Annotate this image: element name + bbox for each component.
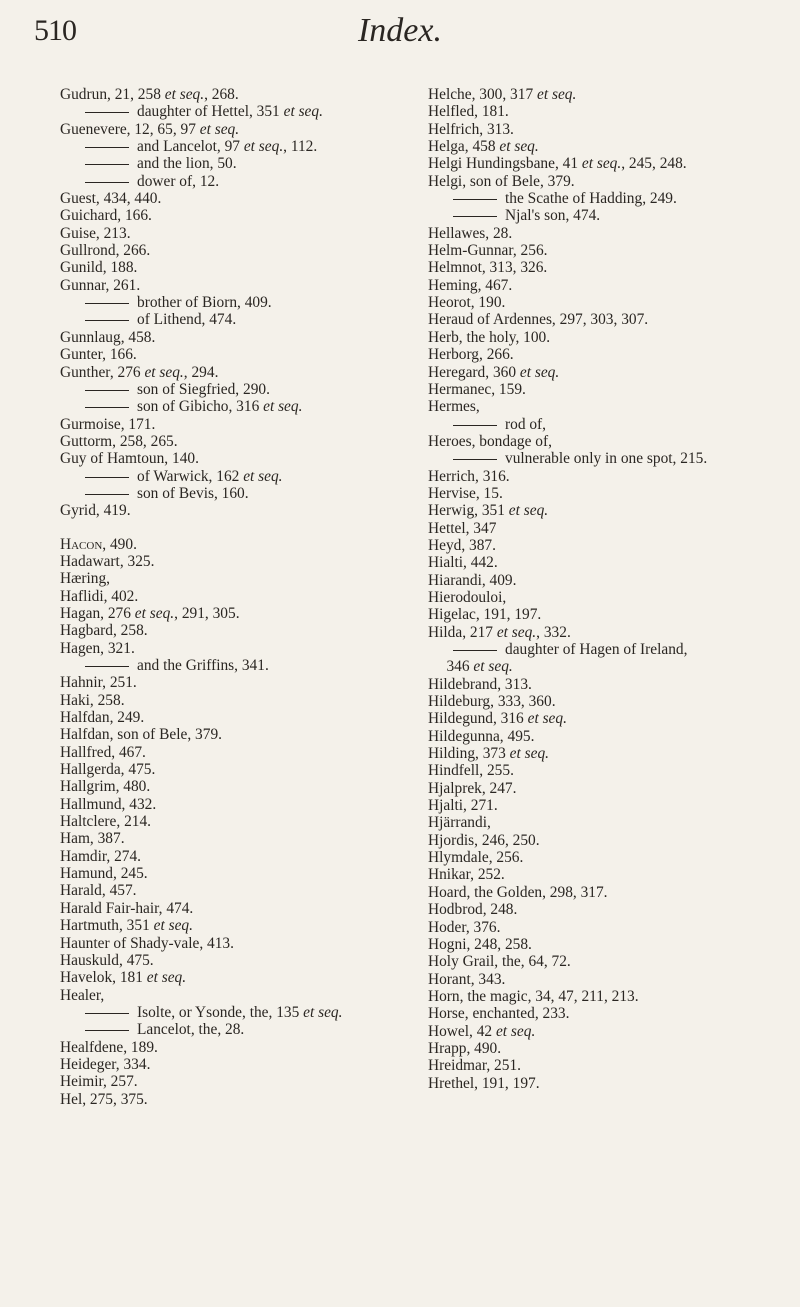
entry-italic: et seq. [499,138,539,156]
entry-text: Helgi, son of Bele, 379. [428,172,575,190]
entry-text: Helfled, 181. [428,103,509,121]
index-entry [428,728,784,745]
entry-text: Heraud of Ardennes, 297, 303, 307. [428,311,649,329]
entry-italic: et seq. [509,745,549,763]
index-entry [60,536,410,553]
entry-text: Holy Grail, the, 64, 72. [428,953,571,971]
index-subentry [428,641,784,676]
index-entry [60,1039,410,1056]
entry-text: Harald Fair-hair, 474. [60,899,194,917]
index-entry [428,866,784,883]
entry-italic: et seq. [146,969,187,987]
entry-text-after: , 332. [536,623,571,641]
entry-text: Hiarandi, 409. [428,571,517,589]
entry-text: son of Gibicho, 316 [137,398,264,416]
index-entry [428,884,784,901]
entry-text-after: , 291, 305. [174,604,240,622]
index-subentry [428,416,784,433]
index-subentry [60,1021,410,1038]
index-entry [428,329,784,346]
index-entry [60,450,410,467]
entry-text: Hodbrod, 248. [428,901,518,919]
entry-italic: et seq. [243,138,284,156]
entry-text: Gyrid, 419. [60,502,131,520]
entry-text: Gullrond, 266. [60,242,151,260]
index-entry [60,364,410,381]
entry-text: Hierodouloi, [428,588,507,606]
page-title: Index. [357,12,442,49]
entry-text: Gunnar, 261. [60,276,141,294]
entry-text: Herrich, 316. [428,467,510,485]
entry-text: the Scathe of Hadding, 249. [505,190,677,208]
entry-italic: et seq. [496,623,537,641]
entry-text: Horn, the magic, 34, 47, 211, 213. [428,987,639,1005]
entry-text: Horant, 343. [428,970,506,988]
entry-text: Hialti, 442. [428,554,498,572]
index-entry [428,381,784,398]
entry-text: son of Bevis, 160. [137,484,249,502]
index-entry [60,640,410,657]
index-subentry [60,485,410,502]
index-entry [60,1056,410,1073]
index-entry [60,882,410,899]
index-entry [60,242,410,259]
index-entry [428,502,784,519]
entry-text: Hlymdale, 256. [428,849,524,867]
entry-italic: et seq. [134,604,175,622]
index-entry [428,936,784,953]
index-entry [428,346,784,363]
entry-text: Hoder, 376. [428,918,501,936]
entry-text: Gunnlaug, 458. [60,328,156,346]
continuation-text: 346 [446,658,474,676]
index-entry [428,745,784,762]
entry-text: Hellawes, 28. [428,224,513,242]
index-entry [60,865,410,882]
index-entry [60,761,410,778]
index-entry [428,901,784,918]
entry-text: Hermanec, 159. [428,380,526,398]
entry-text: Hoard, the Golden, 298, 317. [428,883,608,901]
entry-text: vulnerable only in one spot, 215. [505,450,708,468]
entry-text: Haltclere, 214. [60,813,152,831]
index-entry [428,693,784,710]
entry-text-after: , 112. [283,138,318,156]
index-entry [60,588,410,605]
entry-text: Helga, 458 [428,138,500,156]
index-entry [428,919,784,936]
entry-text: Hogni, 248, 258. [428,935,532,953]
index-subentry [60,173,410,190]
entry-text: Heimir, 257. [60,1073,138,1091]
entry-text: Hrapp, 490. [428,1039,502,1057]
entry-text: Lancelot, the, 28. [137,1021,245,1039]
entry-italic: et seq. [537,86,577,103]
index-entry [60,744,410,761]
entry-text: Hettel, 347 [428,519,497,537]
index-subentry [60,311,410,328]
entry-italic: et seq. [495,1022,536,1040]
index-entry [60,692,410,709]
entry-text: Helm-Gunnar, 256. [428,242,548,260]
entry-text: daughter of Hagen of Ireland, [505,641,688,658]
index-entry [60,674,410,691]
entry-text: Hildegunna, 495. [428,727,535,745]
entry-text: Guy of Hamtoun, 140. [60,450,199,468]
index-entry [428,988,784,1005]
entry-text: Hacon, 490. [60,535,137,553]
index-entry [60,917,410,934]
index-entry [60,830,410,847]
index-entry [428,832,784,849]
index-entry [428,138,784,155]
index-entry [428,589,784,606]
index-entry [428,953,784,970]
index-subentry [60,381,410,398]
index-entry [428,259,784,276]
index-entry [428,1057,784,1074]
entry-text: Gudrun, 21, 258 [60,86,165,103]
index-entry [60,987,410,1004]
index-entry [60,86,410,103]
entry-text: dower of, 12. [137,172,220,190]
entry-text: Helche, 300, 317 [428,86,537,103]
index-subentry [428,450,784,467]
entry-text: Ham, 387. [60,830,125,848]
entry-text: Hartmuth, 351 [60,917,154,935]
entry-text: Herwig, 351 [428,502,509,520]
entry-text: Gunter, 166. [60,346,137,364]
entry-text: of Warwick, 162 [137,467,244,485]
index-entry [428,364,784,381]
index-subentry [60,103,410,120]
entry-text: son of Siegfried, 290. [137,380,270,398]
index-entry [60,502,410,519]
index-entry [60,622,410,639]
index-entry [60,969,410,986]
entry-text: and the lion, 50. [137,155,237,173]
entry-text: Heming, 467. [428,276,513,294]
entry-text: Helgi Hundingsbane, 41 [428,155,582,173]
entry-text: Guichard, 166. [60,207,152,225]
entry-text: Hervise, 15. [428,484,503,502]
entry-italic: et seq. [581,155,622,173]
index-entry [428,103,784,120]
entry-text: and the Griffins, 341. [137,657,269,674]
entry-text: Gunther, 276 [60,363,145,381]
page-header [0,14,800,54]
entry-text: Hagbard, 258. [60,622,148,640]
index-entry [60,813,410,830]
index-entry [60,709,410,726]
entry-text: Hamund, 245. [60,865,148,883]
index-column-right [428,86,784,1092]
entry-italic: et seq. [164,86,205,103]
entry-text: Hamdir, 274. [60,847,142,865]
entry-text: Horse, enchanted, 233. [428,1005,570,1023]
entry-text: Haflidi, 402. [60,587,139,605]
index-entry [60,346,410,363]
index-entry [428,225,784,242]
index-entry [428,520,784,537]
entry-text: Hauskuld, 475. [60,951,154,969]
entry-text: Guise, 213. [60,224,131,242]
entry-text: Gurmoise, 171. [60,415,156,433]
entry-text: Helfrich, 313. [428,120,514,138]
entry-text: Healfdene, 189. [60,1038,158,1056]
index-entry [428,624,784,641]
index-subentry [60,155,410,172]
entry-text: Hadawart, 325. [60,552,155,570]
index-entry [428,311,784,328]
index-entry [60,900,410,917]
entry-text: Hallgrim, 480. [60,778,151,796]
index-entry [428,86,784,103]
index-entry [428,242,784,259]
index-entry [428,155,784,172]
index-entry [60,259,410,276]
index-entry [428,1005,784,1022]
entry-italic: et seq. [519,363,560,381]
index-entry [60,416,410,433]
index-entry [60,778,410,795]
index-entry [60,952,410,969]
entry-text: Hagan, 276 [60,604,135,622]
page-number: 510 [34,14,76,47]
index-entry [60,329,410,346]
index-entry [60,190,410,207]
index-entry [60,121,410,138]
entry-text: Harald, 457. [60,882,137,900]
entry-text: Haunter of Shady-vale, 413. [60,934,234,952]
entry-text: and Lancelot, 97 [137,138,244,156]
index-entry [428,173,784,190]
index-entry [428,572,784,589]
entry-text: brother of Biorn, 409. [137,294,272,312]
index-column-left [60,86,410,1108]
index-entry [428,485,784,502]
entry-continuation [446,658,784,675]
entry-text: Hreidmar, 251. [428,1057,521,1075]
entry-text: Njal's son, 474. [505,207,601,225]
index-entry [428,121,784,138]
entry-text: Heyd, 387. [428,536,496,554]
index-entry [428,294,784,311]
entry-text: Hahnir, 251. [60,674,137,692]
index-subentry [60,1004,410,1021]
index-entry [60,605,410,622]
entry-text: Heroes, bondage of, [428,432,552,450]
index-entry [428,1023,784,1040]
entry-text-after: , 245, 248. [621,155,687,173]
entry-text: Heideger, 334. [60,1055,151,1073]
index-entry [428,398,784,415]
entry-text: Halfdan, 249. [60,709,145,727]
entry-text: Hæring, [60,570,111,588]
index-entry [60,570,410,587]
entry-text: Hrethel, 191, 197. [428,1074,540,1092]
entry-text: Isolte, or Ysonde, the, 135 [137,1003,304,1021]
entry-text-after: , 294. [183,363,219,381]
index-entry [60,277,410,294]
entry-text: of Lithend, 474. [137,311,237,329]
index-entry [428,849,784,866]
entry-text: Guenevere, 12, 65, 97 [60,120,200,138]
index-entry [428,537,784,554]
entry-text: daughter of Hettel, 351 [137,103,284,121]
index-entry [60,1073,410,1090]
index-entry [60,553,410,570]
entry-text: Healer, [60,986,105,1004]
index-entry [428,710,784,727]
entry-text: Hagen, 321. [60,639,135,657]
index-entry [60,726,410,743]
entry-text: Hjalti, 271. [428,797,498,815]
index-subentry [60,138,410,155]
entry-text: Hel, 275, 375. [60,1090,148,1108]
index-entry [428,277,784,294]
entry-text: Hjärrandi, [428,814,491,832]
index-entry [428,971,784,988]
entry-italic: et seq. [263,398,303,416]
entry-text: Herborg, 266. [428,346,514,364]
continuation-italic: et seq. [473,658,513,676]
index-entry [60,225,410,242]
entry-text: Herb, the holy, 100. [428,328,551,346]
index-entry [428,468,784,485]
entry-italic: et seq. [243,467,283,485]
index-entry [428,606,784,623]
entry-italic: et seq. [303,1003,343,1021]
entry-italic: et seq. [527,710,567,728]
index-entry [428,762,784,779]
entry-italic: et seq. [144,363,184,381]
index-subentry [60,657,410,674]
index-entry [428,1075,784,1092]
entry-text: Hildegund, 316 [428,710,528,728]
index-subentry [60,398,410,415]
entry-italic: et seq. [199,120,240,138]
entry-text: Hallgerda, 475. [60,761,156,779]
entry-text: Gunild, 188. [60,259,138,277]
entry-italic: et seq. [283,103,323,121]
entry-italic: et seq. [508,502,549,520]
entry-text: Haki, 258. [60,691,125,709]
index-subentry [60,294,410,311]
entry-text: Hindfell, 255. [428,762,514,780]
index-entry [428,814,784,831]
entry-text: Hjordis, 246, 250. [428,831,540,849]
index-subentry [60,468,410,485]
index-subentry [428,190,784,207]
index-entry [60,207,410,224]
entry-italic: et seq. [153,917,193,935]
entry-text: Guttorm, 258, 265. [60,432,178,450]
entry-text: Heorot, 190. [428,294,506,312]
index-entry [428,554,784,571]
index-entry [60,433,410,450]
entry-text: Helmnot, 313, 326. [428,259,548,277]
entry-text: Hilda, 217 [428,623,497,641]
index-entry [428,1040,784,1057]
section-gap [60,520,410,536]
entry-text: Howel, 42 [428,1022,496,1040]
entry-text: Hallmund, 432. [60,795,157,813]
entry-text: rod of, [505,415,547,433]
index-entry [428,676,784,693]
index-entry [60,848,410,865]
entry-text: Hnikar, 252. [428,866,505,884]
entry-text: Hildeburg, 333, 360. [428,693,556,711]
index-subentry [428,207,784,224]
entry-text: Hjalprek, 247. [428,779,517,797]
entry-text: Halfdan, son of Bele, 379. [60,726,222,744]
index-entry [60,935,410,952]
index-entry [428,433,784,450]
entry-text: Havelok, 181 [60,969,147,987]
index-entry [60,1091,410,1108]
entry-text: Hilding, 373 [428,745,510,763]
entry-text: Guest, 434, 440. [60,190,162,208]
entry-text: Hermes, [428,398,480,416]
index-entry [60,796,410,813]
entry-text: Heregard, 360 [428,363,520,381]
entry-text: Hallfred, 467. [60,743,146,761]
entry-text-after: , 268. [204,86,239,103]
index-entry [428,780,784,797]
entry-text: Higelac, 191, 197. [428,606,542,624]
index-entry [428,797,784,814]
entry-text: Hildebrand, 313. [428,675,532,693]
